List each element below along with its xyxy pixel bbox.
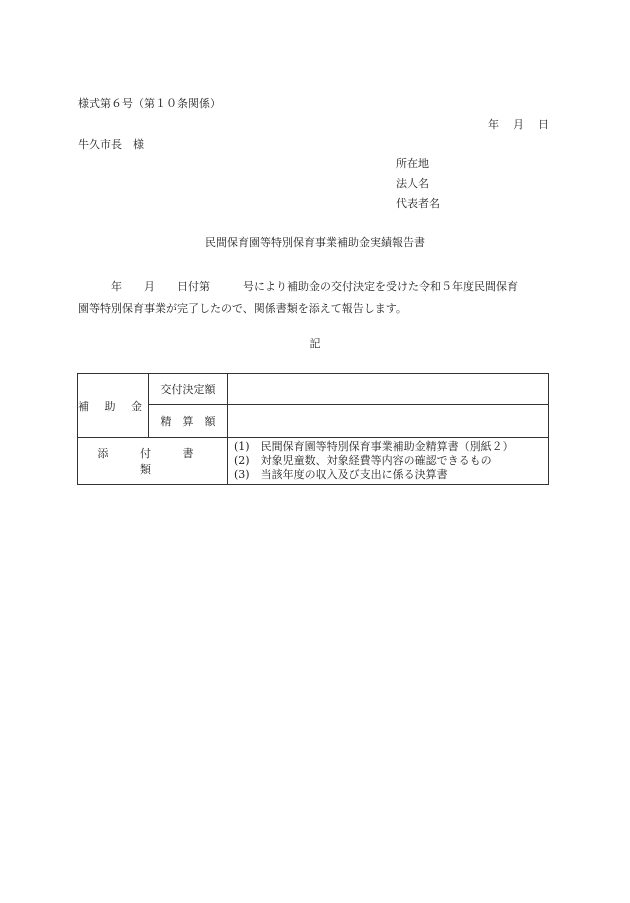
- address-label: 所在地: [396, 157, 429, 170]
- settlement-amount-value: [228, 405, 549, 438]
- list-item: (3) 当該年度の収入及び支出に係る決算書: [234, 468, 448, 481]
- body-line-2: 園等特別保育事業が完了したので、関係書類を添えて報告します。: [78, 302, 407, 315]
- decision-amount-label: 交付決定額: [149, 374, 228, 405]
- corporation-label: 法人名: [396, 177, 429, 190]
- date-line: [488, 118, 549, 132]
- date-year: 年: [488, 118, 499, 131]
- body-line-1: 年 月 日付第 号により補助金の交付決定を受けた令和５年度民間保育: [78, 280, 518, 293]
- subsidy-label: 補 助 金: [78, 374, 149, 438]
- document-title: 民間保育園等特別保育事業補助金実績報告書: [205, 236, 425, 249]
- date-day: 日: [538, 118, 549, 131]
- form-number: 様式第６号（第１０条関係）: [78, 97, 221, 110]
- date-month: 月: [513, 118, 524, 131]
- table-row: [78, 438, 549, 485]
- report-table: [77, 373, 549, 485]
- decision-amount-value: [228, 374, 549, 405]
- list-item: (2) 対象児童数、対象経費等内容の確認できるもの: [234, 454, 492, 467]
- representative-label: 代表者名: [396, 197, 440, 210]
- body-text: [78, 276, 553, 320]
- table-row: [78, 405, 549, 438]
- attachments-list: [228, 438, 549, 485]
- table-row: [78, 374, 549, 405]
- attachments-label: 添 付 書 類: [78, 438, 228, 485]
- settlement-amount-label: 精 算 額: [149, 405, 228, 438]
- list-item: (1) 民間保育園等特別保育事業補助金精算書（別紙２）: [234, 440, 514, 453]
- addressee: 牛久市長 様: [78, 138, 144, 151]
- ki-heading: 記: [309, 337, 321, 350]
- sender-block: [396, 157, 440, 217]
